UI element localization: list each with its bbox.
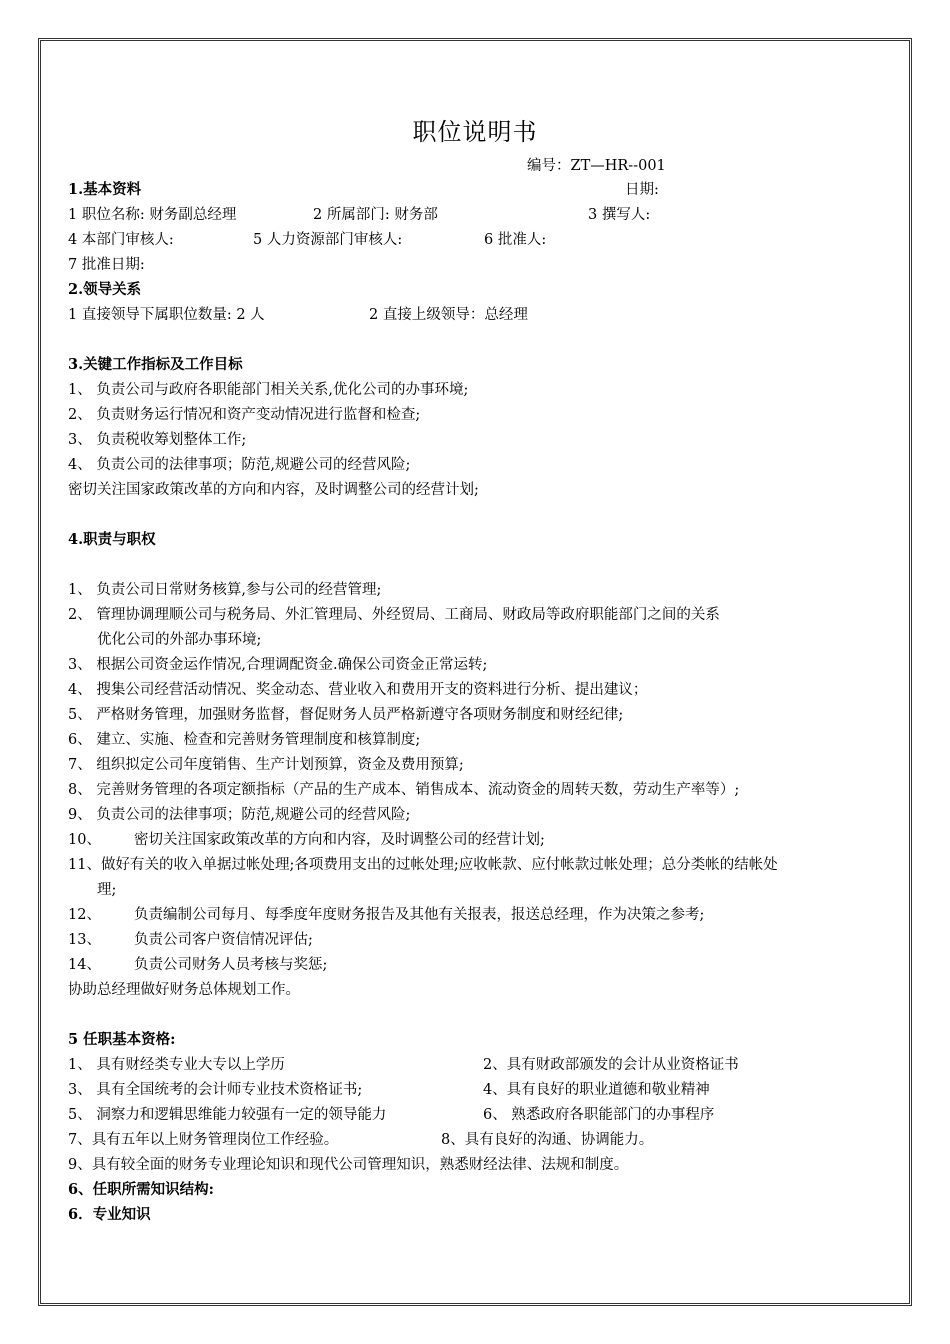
list-item: 8、 完善财务管理的各项定额指标（产品的生产成本、销售成本、流动资金的周转天数，劳动生产率等）; [68,782,740,798]
list-item-number: 12、 [68,907,101,923]
list-item-number: 13、 [68,932,101,948]
list-item: 3、 负责税收筹划整体工作; [68,432,247,448]
list-item: 负责编制公司每月、每季度年度财务报告及其他有关报表，报送总经理，作为决策之参考; [134,907,705,923]
document-title: 职位说明书 [412,118,538,146]
section-3-heading: 3.关键工作指标及工作目标 [68,356,243,373]
author: 3 撰写人: [588,207,651,223]
list-item: 1、 负责公司与政府各职能部门相关关系,优化公司的办事环境; [68,382,469,398]
section-6-heading: 6、任职所需知识结构: [68,1181,214,1198]
list-item: 负责公司财务人员考核与奖惩; [134,957,328,973]
date-label: 日期: [625,182,659,198]
section-4-heading: 4.职责与职权 [68,531,156,548]
list-item: 4、 负责公司的法律事项；防范,规避公司的经营风险; [68,457,411,473]
qualification-item: 1、 具有财经类专业大专以上学历 [68,1057,285,1073]
list-item: 密切关注国家政策改革的方向和内容，及时调整公司的经营计划; [68,482,479,498]
section-5-heading: 5 任职基本资格: [68,1031,176,1048]
list-item-continued: 优化公司的外部办事环境; [97,632,262,648]
list-item: 2、 管理协调理顺公司与税务局、外汇管理局、外经贸局、工商局、财政局等政府职能部门之间的关系 [68,607,720,623]
approval-date: 7 批准日期: [68,257,145,273]
section-6-subheading: 6．专业知识 [68,1206,151,1223]
list-item: 1、 负责公司日常财务核算,参与公司的经营管理; [68,582,382,598]
list-item: 5、 严格财务管理，加强财务监督，督促财务人员严格新遵守各项财务制度和财经纪律; [68,707,624,723]
list-item: 11、做好有关的收入单据过帐处理;各项费用支出的过帐处理;应收帐款、应付帐款过帐处理；总分类帐的结帐处 [68,857,778,873]
qualification-item: 4、具有良好的职业道德和敬业精神 [483,1082,710,1098]
qualification-item: 7、具有五年以上财务管理岗位工作经验。 [68,1132,339,1148]
position-name: 1 职位名称: 财务副总经理 [68,207,237,223]
list-item-continued: 理; [97,882,117,898]
section-1-heading: 1.基本资料 [68,181,142,198]
list-item: 6、 建立、实施、检查和完善财务管理制度和核算制度; [68,732,421,748]
list-item: 协助总经理做好财务总体规划工作。 [68,982,300,998]
qualification-item: 2、具有财政部颁发的会计从业资格证书 [483,1057,739,1073]
list-item-number: 14、 [68,957,101,973]
subordinate-count: 1 直接领导下属职位数量: 2 人 [68,307,265,323]
list-item: 4、 搜集公司经营活动情况、奖金动态、营业收入和费用开支的资料进行分析、提出建议； [68,682,648,698]
qualification-item: 6、 熟悉政府各职能部门的办事程序 [483,1107,715,1123]
department: 2 所属部门: 财务部 [313,207,438,223]
hr-reviewer: 5 人力资源部门审核人: [253,232,403,248]
list-item: 负责公司客户资信情况评估; [134,932,313,948]
direct-superior: 2 直接上级领导：总经理 [369,307,528,323]
list-item-number: 10、 [68,832,101,848]
qualification-item: 5、 洞察力和逻辑思维能力较强有一定的领导能力 [68,1107,387,1123]
qualification-item: 9、具有较全面的财务专业理论知识和现代公司管理知识，熟悉财经法律、法规和制度。 [68,1157,629,1173]
approver: 6 批准人: [484,232,547,248]
qualification-item: 3、 具有全国统考的会计师专业技术资格证书; [68,1082,363,1098]
list-item: 7、 组织拟定公司年度销售、生产计划预算，资金及费用预算; [68,757,464,773]
dept-reviewer: 4 本部门审核人: [68,232,174,248]
qualification-item: 8、具有良好的沟通、协调能力。 [441,1132,654,1148]
document-code: 编号：ZT—HR--001 [527,158,666,174]
list-item: 9、 负责公司的法律事项；防范,规避公司的经营风险; [68,807,411,823]
section-2-heading: 2.领导关系 [68,281,142,298]
list-item: 2、 负责财务运行情况和资产变动情况进行监督和检查; [68,407,421,423]
list-item: 3、 根据公司资金运作情况,合理调配资金.确保公司资金正常运转; [68,657,488,673]
list-item: 密切关注国家政策改革的方向和内容，及时调整公司的经营计划; [134,832,545,848]
